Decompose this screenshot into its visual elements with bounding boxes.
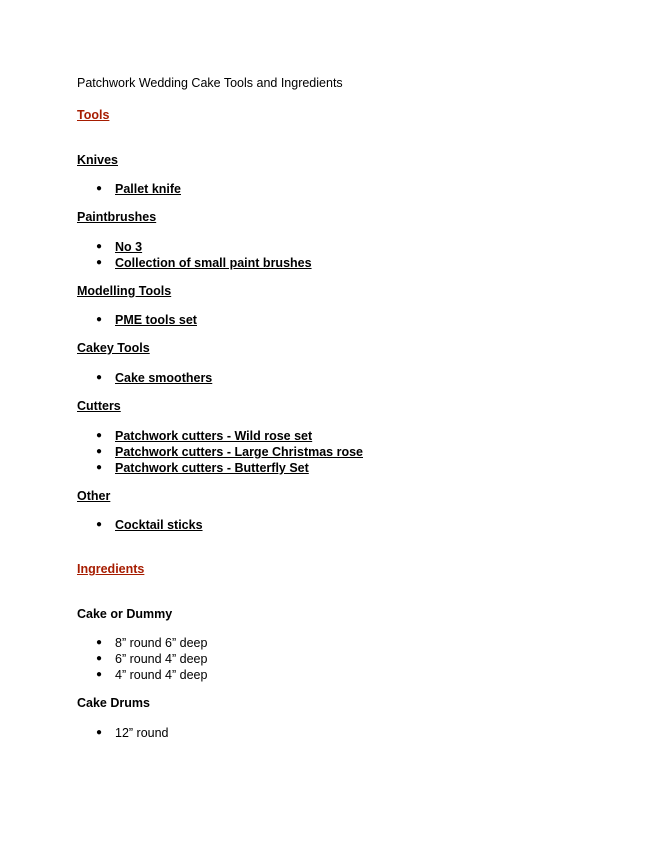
- cake-drums-list: [0, 725, 600, 741]
- group-cake-drums-heading: Cake Drums: [77, 696, 150, 710]
- bullet-icon: ●: [96, 372, 103, 383]
- tools-heading: Tools: [77, 108, 110, 122]
- list-item: ● Cocktail sticks: [96, 518, 203, 532]
- ingredients-heading: Ingredients: [77, 562, 145, 576]
- bullet-icon: ●: [96, 430, 103, 441]
- list-item: ● PME tools set: [96, 313, 197, 327]
- bullet-icon: ●: [96, 257, 103, 268]
- list-item: ● Patchwork cutters - Butterfly Set: [96, 461, 309, 475]
- group-modelling-tools-heading: Modelling Tools: [77, 284, 172, 298]
- bullet-icon: ●: [96, 637, 103, 648]
- paintbrushes-list: [0, 239, 600, 271]
- bullet-icon: ●: [96, 314, 103, 325]
- list-item: ● Cake smoothers: [96, 371, 213, 385]
- list-item: ● No 3: [96, 240, 143, 254]
- list-item: ● 8” round 6” deep: [96, 636, 208, 650]
- list-item: ● Collection of small paint brushes: [96, 256, 312, 270]
- other-list: [0, 517, 600, 533]
- bullet-icon: ●: [96, 183, 103, 194]
- bullet-icon: ●: [96, 462, 103, 473]
- modelling-tools-list: [0, 312, 600, 328]
- bullet-icon: ●: [96, 669, 103, 680]
- list-item: ● Pallet knife: [96, 182, 181, 196]
- list-item: ● Patchwork cutters - Wild rose set: [96, 429, 313, 443]
- bullet-icon: ●: [96, 519, 103, 530]
- group-paintbrushes-heading: Paintbrushes: [77, 210, 157, 224]
- group-cake-or-dummy-heading: Cake or Dummy: [77, 607, 173, 621]
- cakey-tools-list: [0, 370, 600, 386]
- document-title: Patchwork Wedding Cake Tools and Ingredients: [77, 76, 343, 90]
- knives-list: [0, 181, 600, 197]
- group-cakey-tools-heading: Cakey Tools: [77, 341, 150, 355]
- bullet-icon: ●: [96, 653, 103, 664]
- bullet-icon: ●: [96, 241, 103, 252]
- list-item: ● 6” round 4” deep: [96, 652, 208, 666]
- group-cutters-heading: Cutters: [77, 399, 121, 413]
- group-other-heading: Other: [77, 489, 111, 503]
- bullet-icon: ●: [96, 446, 103, 457]
- bullet-icon: ●: [96, 727, 103, 738]
- cutters-list: [0, 428, 600, 476]
- list-item: ● 4” round 4” deep: [96, 668, 208, 682]
- cake-or-dummy-list: [0, 635, 600, 683]
- list-item: ● 12” round: [96, 726, 169, 740]
- list-item: ● Patchwork cutters - Large Christmas rose: [96, 445, 363, 459]
- group-knives-heading: Knives: [77, 153, 118, 167]
